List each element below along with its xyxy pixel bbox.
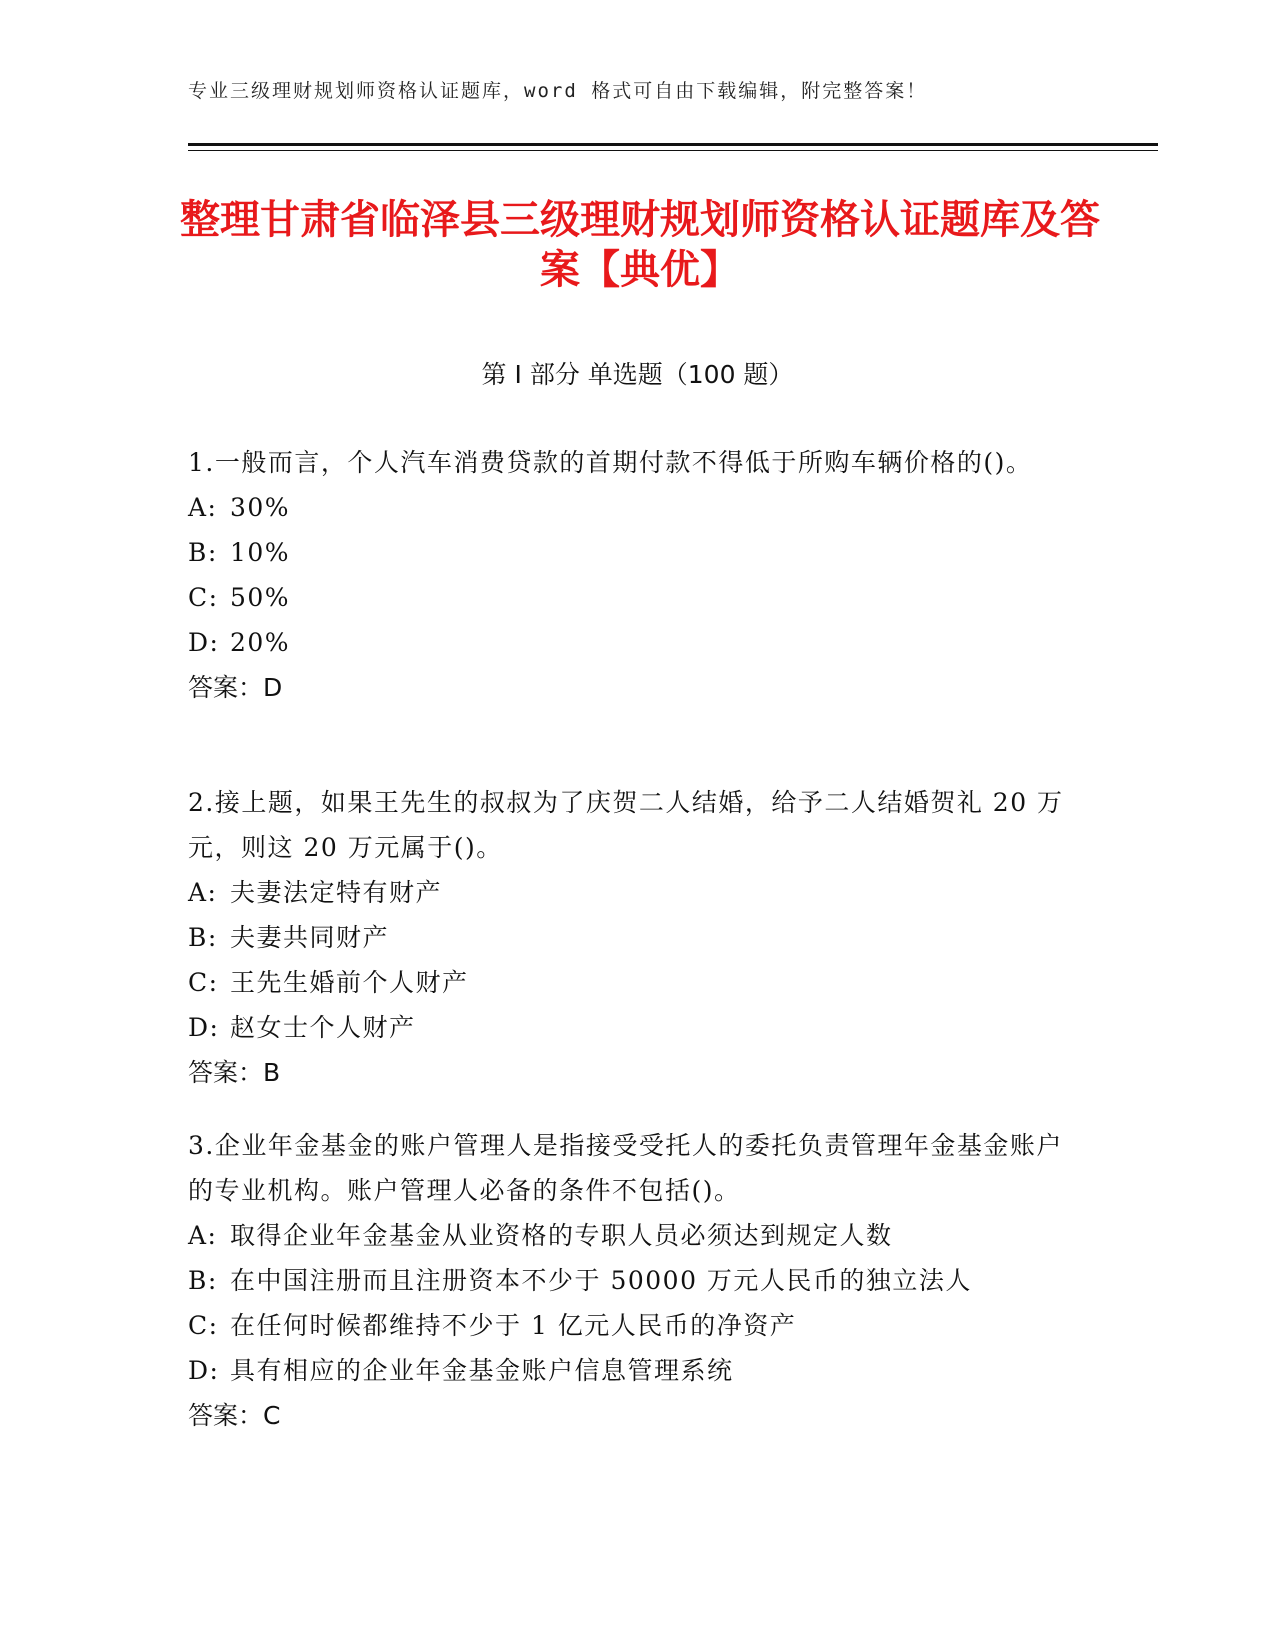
- option-text: 在中国注册而且注册资本不少于 50000 万元人民币的独立法人: [230, 1266, 972, 1295]
- option-text: 夫妻共同财产: [230, 923, 390, 952]
- option-text: 50%: [230, 583, 291, 612]
- section-heading: 第 I 部分 单选题（100 题）: [481, 360, 794, 389]
- header-divider-thin: [188, 150, 1158, 151]
- option-letter: D:: [188, 1013, 220, 1042]
- question-item: [188, 780, 1068, 1095]
- option-a: [188, 485, 1068, 530]
- option-d: [188, 1005, 1068, 1050]
- option-text: 在任何时候都维持不少于 1 亿元人民币的净资产: [230, 1311, 797, 1340]
- question-stem: 3.企业年金基金的账户管理人是指接受受托人的委托负责管理年金基金账户的专业机构。账户管理人必备的条件不包括()。: [188, 1131, 1063, 1205]
- option-text: 夫妻法定特有财产: [230, 878, 443, 907]
- option-letter: C:: [188, 968, 219, 997]
- option-text: 具有相应的企业年金基金账户信息管理系统: [230, 1356, 734, 1385]
- option-c: [188, 575, 1068, 620]
- option-letter: C:: [188, 1311, 219, 1340]
- option-letter: D:: [188, 628, 220, 657]
- option-d: [188, 1348, 1068, 1393]
- answer-line: 答案：C: [188, 1401, 281, 1430]
- option-text: 王先生婚前个人财产: [230, 968, 469, 997]
- option-letter: C:: [188, 583, 219, 612]
- option-letter: B:: [188, 1266, 218, 1295]
- option-text: 赵女士个人财产: [230, 1013, 416, 1042]
- option-b: [188, 1258, 1068, 1303]
- option-a: [188, 870, 1068, 915]
- question-stem: 2.接上题，如果王先生的叔叔为了庆贺二人结婚，给予二人结婚贺礼 20 万元，则这 20 万元属于()。: [188, 788, 1064, 862]
- answer-line: 答案：D: [188, 673, 283, 702]
- option-text: 取得企业年金基金从业资格的专职人员必须达到规定人数: [230, 1221, 893, 1250]
- option-text: 20%: [230, 628, 291, 657]
- option-letter: B:: [188, 538, 218, 567]
- option-d: [188, 620, 1068, 665]
- document-title: 整理甘肃省临泽县三级理财规划师资格认证题库及答案【典优】: [180, 197, 1100, 293]
- option-letter: B:: [188, 923, 218, 952]
- header-note: 专业三级理财规划师资格认证题库，word 格式可自由下载编辑，附完整答案！: [188, 80, 928, 102]
- question-stem: 1.一般而言，个人汽车消费贷款的首期付款不得低于所购车辆价格的()。: [188, 448, 1033, 477]
- header-divider-thick: [188, 143, 1158, 146]
- option-a: [188, 1213, 1068, 1258]
- option-b: [188, 915, 1068, 960]
- option-c: [188, 1303, 1068, 1348]
- question-item: [188, 1123, 1068, 1438]
- option-letter: A:: [188, 878, 218, 907]
- option-letter: A:: [188, 493, 218, 522]
- option-letter: D:: [188, 1356, 220, 1385]
- option-c: [188, 960, 1068, 1005]
- option-letter: A:: [188, 1221, 218, 1250]
- option-text: 30%: [230, 493, 291, 522]
- option-text: 10%: [230, 538, 291, 567]
- question-item: [188, 440, 1068, 710]
- answer-line: 答案：B: [188, 1058, 281, 1087]
- option-b: [188, 530, 1068, 575]
